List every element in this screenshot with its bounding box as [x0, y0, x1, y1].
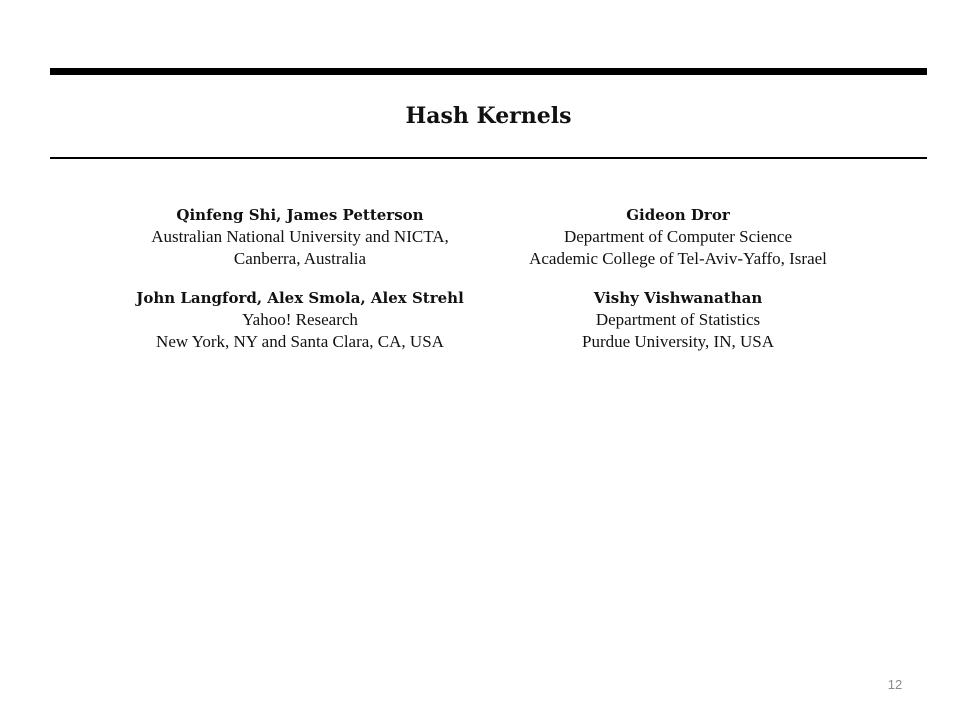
- author-block-langford-smola-strehl: [100, 287, 500, 353]
- author-affiliation-line: Department of Statistics: [595, 310, 761, 329]
- author-block-shi-petterson: [100, 204, 500, 270]
- author-affiliation-line: Australian National University and NICTA,: [151, 227, 449, 246]
- author-names: Qinfeng Shi, James Petterson: [176, 206, 424, 224]
- title-top-rule: [50, 68, 927, 75]
- title-bottom-rule: [50, 157, 927, 159]
- author-names: Gideon Dror: [626, 206, 730, 224]
- author-names: John Langford, Alex Smola, Alex Strehl: [136, 289, 464, 307]
- paper-title: Hash Kernels: [405, 103, 572, 129]
- slide-page-number: 12: [887, 677, 903, 692]
- author-names: Vishy Vishwanathan: [593, 289, 763, 307]
- author-affiliation-line: Purdue University, IN, USA: [581, 332, 775, 351]
- author-affiliation-line: New York, NY and Santa Clara, CA, USA: [156, 332, 444, 351]
- author-block-vishwanathan: [478, 287, 878, 353]
- author-affiliation-line: Department of Computer Science: [563, 227, 792, 246]
- author-affiliation-line: Yahoo! Research: [242, 310, 358, 329]
- author-block-dror: [478, 204, 878, 270]
- author-affiliation-line: Academic College of Tel-Aviv-Yaffo, Israel: [529, 249, 827, 268]
- author-affiliation-line: Canberra, Australia: [233, 249, 367, 268]
